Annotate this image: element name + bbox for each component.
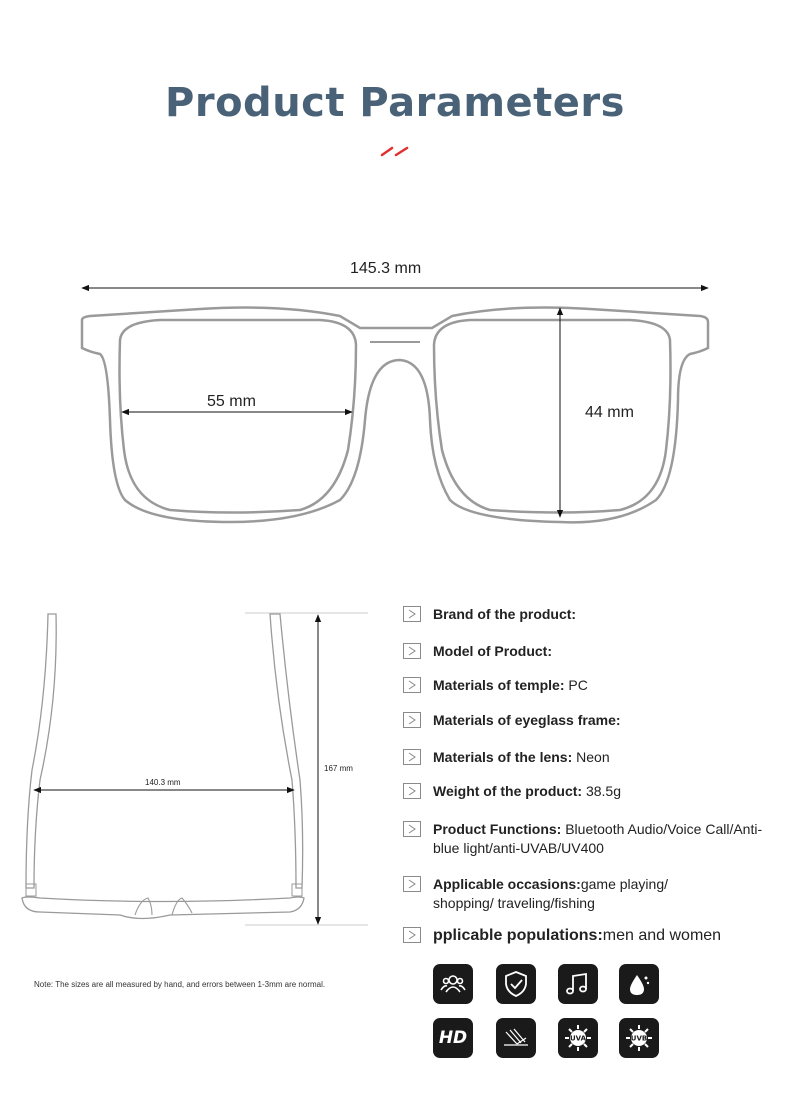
spec-lens-material bbox=[403, 748, 783, 767]
uvb-icon bbox=[619, 1018, 659, 1058]
spec-weight bbox=[403, 782, 783, 801]
spec-value: PC bbox=[564, 677, 588, 693]
measurement-note: Note: The sizes are all measured by hand, and errors between 1-3mm are normal. bbox=[34, 980, 326, 989]
spec-label: Weight of the product: bbox=[433, 783, 583, 799]
group-icon bbox=[433, 964, 473, 1004]
uva-icon-label: UVA bbox=[569, 1034, 587, 1043]
total-width-label: 145.3 mm bbox=[350, 260, 422, 277]
chevron-right-icon bbox=[403, 712, 421, 728]
water-drop-icon bbox=[619, 964, 659, 1004]
spec-label: Materials of eyeglass frame: bbox=[433, 712, 621, 728]
spec-value: 38.5g bbox=[582, 783, 621, 799]
spec-value: Neon bbox=[572, 749, 610, 765]
chevron-right-icon bbox=[403, 927, 421, 943]
spec-label: pplicable populations: bbox=[433, 927, 603, 944]
glasses-top-diagram bbox=[22, 613, 368, 925]
page-title: Product Parameters bbox=[165, 80, 625, 126]
uva-icon bbox=[558, 1018, 598, 1058]
spec-functions bbox=[403, 820, 783, 858]
shield-check-icon bbox=[496, 964, 536, 1004]
spec-brand bbox=[403, 605, 783, 624]
lens-width-label: 55 mm bbox=[207, 393, 256, 410]
lens-height-label: 44 mm bbox=[585, 404, 634, 421]
chevron-right-icon bbox=[403, 677, 421, 693]
anti-blue-light-icon bbox=[496, 1018, 536, 1058]
hd-icon bbox=[433, 1018, 473, 1058]
spec-populations bbox=[403, 926, 783, 945]
chevron-right-icon bbox=[403, 876, 421, 892]
spec-label: Materials of the lens: bbox=[433, 749, 573, 765]
chevron-right-icon bbox=[403, 606, 421, 622]
spec-label: Materials of temple: bbox=[433, 677, 565, 693]
temple-length-label: 167 mm bbox=[324, 764, 353, 773]
spec-temple-material bbox=[403, 676, 783, 695]
spec-value: Bluetooth Audio/Voice Call/Anti-blue light/anti-UVAB/UV400 bbox=[433, 821, 763, 856]
music-note-icon bbox=[558, 964, 598, 1004]
spec-value: men and women bbox=[602, 927, 722, 944]
spec-model bbox=[403, 642, 783, 661]
hd-icon-label: HD bbox=[438, 1028, 468, 1048]
inner-width-label: 140.3 mm bbox=[145, 778, 181, 787]
spec-label: Applicable occasions: bbox=[433, 876, 581, 892]
spec-label: Model of Product: bbox=[433, 643, 552, 659]
chevron-right-icon bbox=[403, 783, 421, 799]
spec-label: Brand of the product: bbox=[433, 606, 577, 622]
spec-label: Product Functions: bbox=[433, 821, 562, 837]
spec-value: game playing/ shopping/ traveling/fishing bbox=[433, 876, 668, 911]
chevron-right-icon bbox=[403, 749, 421, 765]
spec-frame-material bbox=[403, 711, 783, 730]
chevron-right-icon bbox=[403, 821, 421, 837]
chevron-right-icon bbox=[403, 643, 421, 659]
uvb-icon-label: UVB bbox=[630, 1034, 648, 1043]
spec-occasions bbox=[403, 875, 783, 913]
